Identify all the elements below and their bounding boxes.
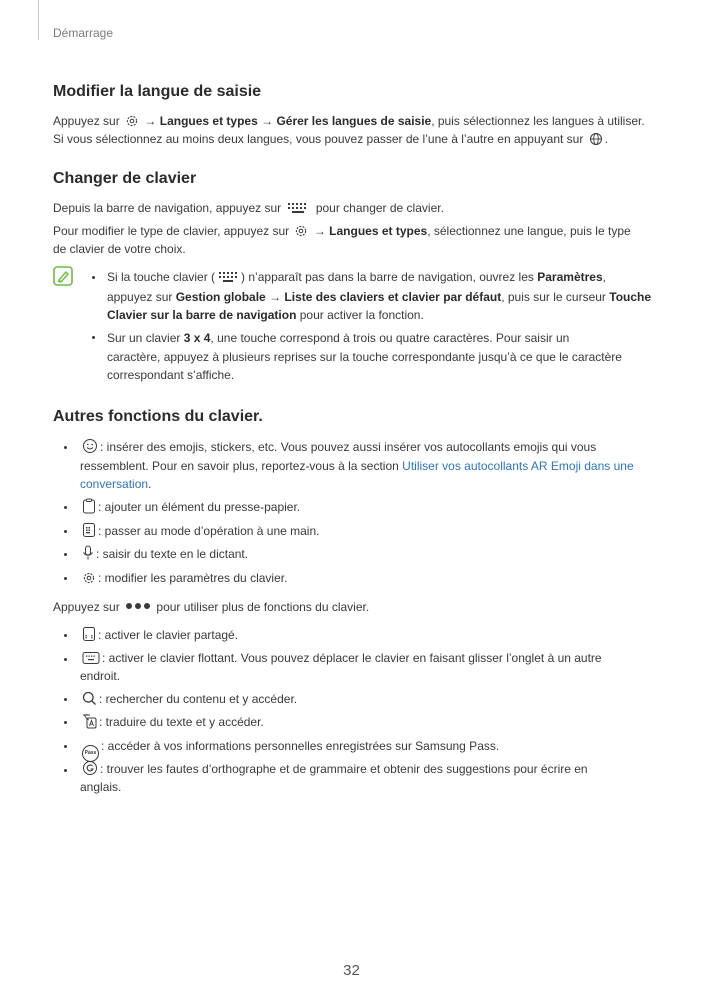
heading-autres-fonctions: Autres fonctions du clavier. — [53, 408, 263, 425]
para-clavier-1: Depuis la barre de navigation, appuyez sur pour changer de clavier. — [53, 201, 444, 215]
note2-line3: correspondant s’affiche. — [107, 368, 235, 382]
keyboard-nav-icon — [217, 271, 239, 284]
grammar-line1: : trouver les fautes d’orthographe et de grammaire et obtenir des suggestions pour écrire en — [80, 760, 588, 778]
note1-line1: Si la touche clavier ( ) n’apparaît pas dans la barre de navigation, ouvrez les Paramètres, — [107, 270, 606, 284]
emoji-link[interactable]: Utiliser vos autocollants AR Emoji dans une — [402, 459, 634, 473]
grammarly-icon — [82, 760, 98, 776]
list-bullet — [64, 745, 67, 748]
emoji-line1: : insérer des emojis, stickers, etc. Vous pouvez aussi insérer vos autocollants emojis qui vous — [80, 438, 596, 456]
list-bullet — [64, 530, 67, 533]
globe-icon — [589, 132, 603, 146]
gear-icon — [82, 571, 96, 585]
gear-icon — [125, 114, 139, 128]
floating-keyboard-icon — [82, 651, 100, 665]
list-bullet — [64, 553, 67, 556]
header-rule — [38, 0, 39, 40]
keyboard-nav-icon — [286, 201, 310, 215]
para-langue-2: Si vous sélectionnez au moins deux langues, vous pouvez passer de l’une à l’autre en appuyant sur . — [53, 132, 609, 146]
float-line2: endroit. — [80, 669, 121, 683]
note-icon — [53, 266, 73, 286]
note-bullet — [92, 336, 95, 339]
list-bullet — [64, 658, 67, 661]
pass-line: Pass : accéder à vos informations personnelles enregistrées sur Samsung Pass. — [80, 737, 499, 762]
list-bullet — [64, 577, 67, 580]
list-bullet — [64, 698, 67, 701]
voice-line: : saisir du texte en le dictant. — [80, 545, 248, 563]
translate-icon — [82, 713, 97, 729]
split-line: : activer le clavier partagé. — [80, 626, 238, 644]
samsung-pass-icon: Pass — [82, 745, 99, 762]
heading-changer-clavier: Changer de clavier — [53, 170, 197, 187]
note2-line2: caractère, appuyez à plusieurs reprises sur la touche correspondante jusqu’à ce que le caractère — [107, 350, 622, 364]
gear-icon — [294, 224, 308, 238]
page-number: 32 — [343, 962, 360, 979]
note1-line3: Clavier sur la barre de navigation pour activer la fonction. — [107, 308, 424, 322]
one-hand-mode-icon — [82, 522, 96, 538]
emoji-link-cont[interactable]: conversation — [80, 477, 149, 491]
settings-line: : modifier les paramètres du clavier. — [80, 569, 287, 587]
split-keyboard-icon — [82, 626, 96, 642]
translate-line: : traduire du texte et y accéder. — [80, 713, 264, 731]
note-bullet — [92, 276, 95, 279]
para-clavier-2: Pour modifier le type de clavier, appuyez sur → Langues et types, sélectionnez une langue, puis le type — [53, 224, 631, 238]
section-header: Démarrage — [53, 26, 114, 40]
note2-line1: Sur un clavier 3 x 4, une touche correspond à trois ou quatre caractères. Pour saisir un — [107, 331, 570, 345]
microphone-icon — [82, 545, 94, 561]
more-options-icon — [125, 601, 151, 611]
float-line1: : activer le clavier flottant. Vous pouvez déplacer le clavier en faisant glisser l’onglet à un autre — [80, 649, 602, 667]
onehand-line: : passer au mode d’opération à une main. — [80, 522, 319, 540]
para-langue-1: Appuyez sur → Langues et types → Gérer les langues de saisie, puis sélectionnez les langues à utiliser. — [53, 114, 645, 128]
clipboard-icon — [82, 498, 96, 514]
list-bullet — [64, 721, 67, 724]
note1-line2: appuyez sur Gestion globale → Liste des claviers et clavier par défaut, puis sur le curseur Touche — [107, 290, 652, 304]
heading-modifier-langue: Modifier la langue de saisie — [53, 83, 262, 100]
list-bullet — [64, 446, 67, 449]
emoji-line3: conversation. — [80, 477, 152, 491]
grammar-line2: anglais. — [80, 780, 122, 794]
list-bullet — [64, 769, 67, 772]
search-line: : rechercher du contenu et y accéder. — [80, 690, 297, 708]
list-bullet — [64, 506, 67, 509]
emoji-line2: ressemblent. Pour en savoir plus, reportez-vous à la section Utiliser vos autocollants AR Emoji dans une — [80, 459, 634, 473]
list-bullet — [64, 634, 67, 637]
emoji-icon — [82, 438, 98, 454]
clipboard-line: : ajouter un élément du presse-papier. — [80, 498, 300, 516]
para-clavier-3: de clavier de votre choix. — [53, 242, 186, 256]
more-line: Appuyez sur pour utiliser plus de fonctions du clavier. — [53, 600, 370, 614]
search-icon — [82, 691, 97, 706]
